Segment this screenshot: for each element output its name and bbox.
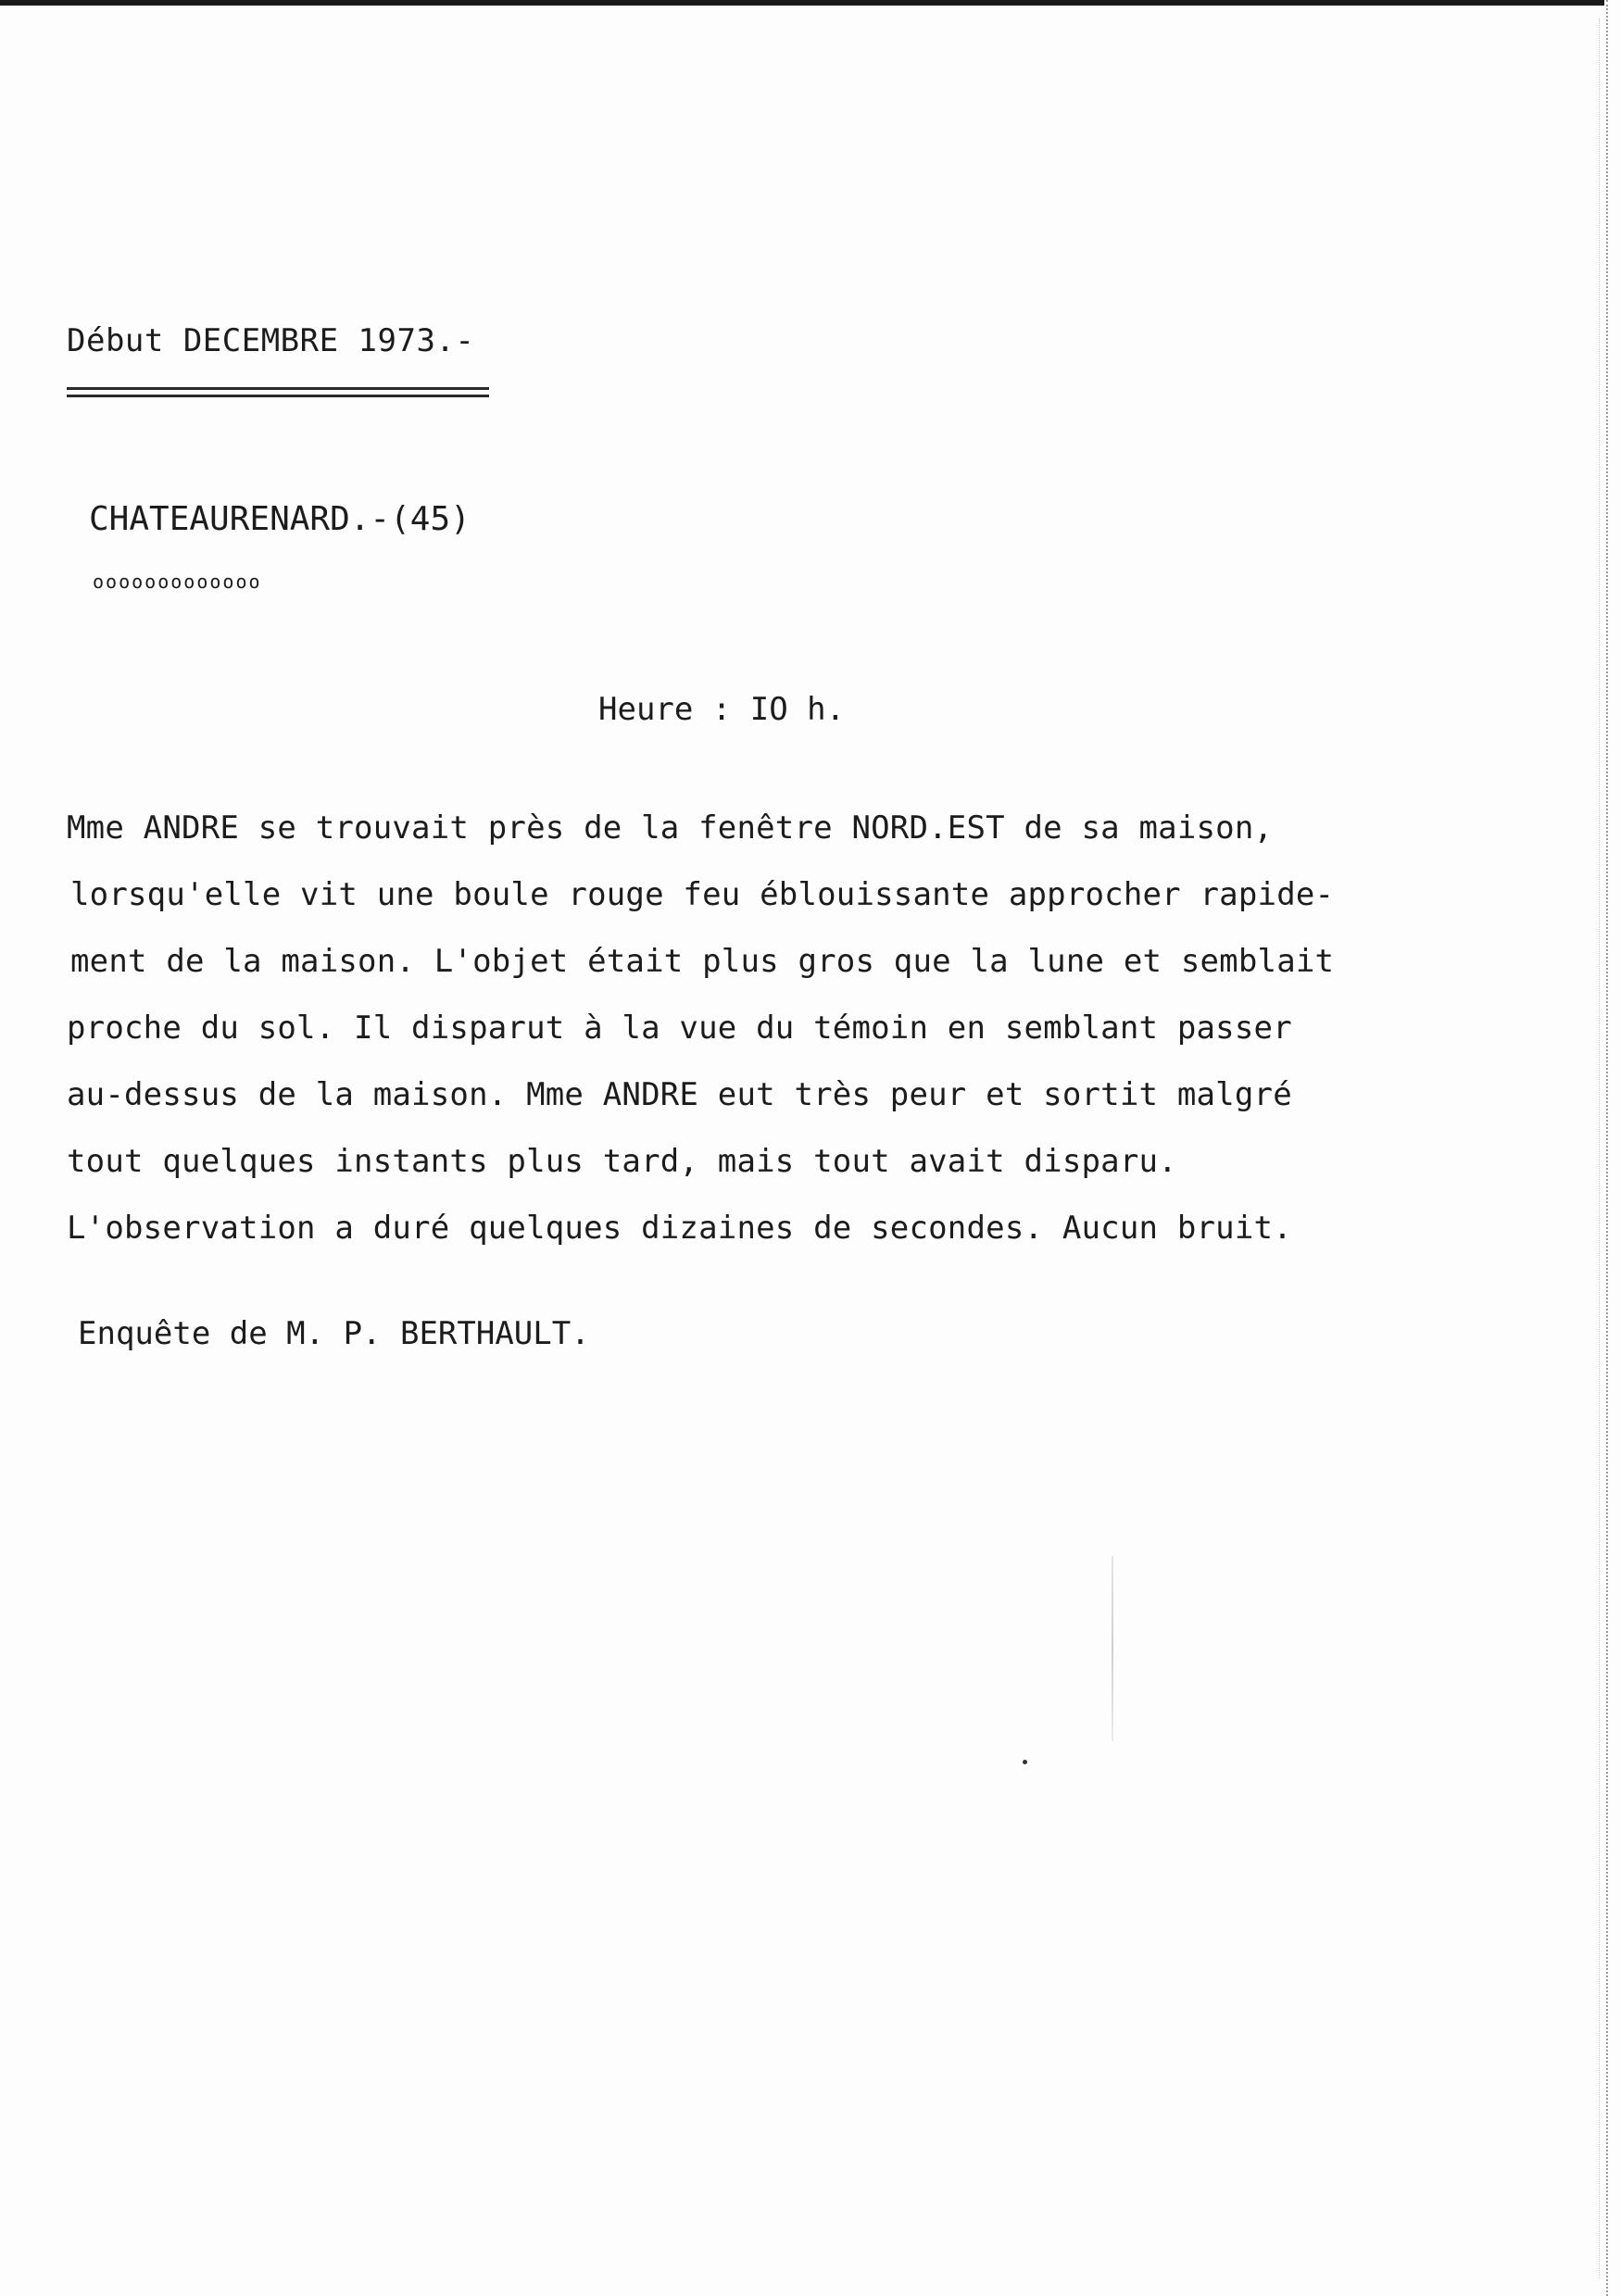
report-date: Début DECEMBRE 1973.- <box>67 322 475 359</box>
body-line: ment de la maison. L'objet était plus gros que la lune et semblait <box>70 943 1335 980</box>
report-place: CHATEAURENARD.-(45) <box>89 500 471 538</box>
right-edge-dotted-line <box>1606 0 1612 2296</box>
report-date-underline <box>67 387 489 397</box>
right-edge-faint-line <box>1599 19 1601 2278</box>
body-line: tout quelques instants plus tard, mais tout avait disparu. <box>67 1143 1177 1180</box>
body-line: proche du sol. Il disparut à la vue du témoin en semblant passer <box>67 1010 1292 1047</box>
top-border-rule <box>0 0 1604 6</box>
report-body <box>67 795 1549 1261</box>
investigator-credit: Enquête de M. P. BERTHAULT. <box>78 1315 590 1352</box>
report-place-underline: ooooooooooooo <box>93 571 262 593</box>
scan-artifact-line <box>1112 1556 1113 1741</box>
scan-artifact-dot <box>1023 1760 1027 1764</box>
body-line: L'observation a duré quelques dizaines de secondes. Aucun bruit. <box>67 1210 1292 1247</box>
body-line: lorsqu'elle vit une boule rouge feu éblouissante approcher rapide- <box>70 876 1335 913</box>
report-hour: Heure : IO h. <box>598 691 846 728</box>
body-line: Mme ANDRE se trouvait près de la fenêtre NORD.EST de sa maison, <box>67 809 1274 847</box>
body-line: au-dessus de la maison. Mme ANDRE eut très peur et sortit malgré <box>67 1076 1292 1113</box>
